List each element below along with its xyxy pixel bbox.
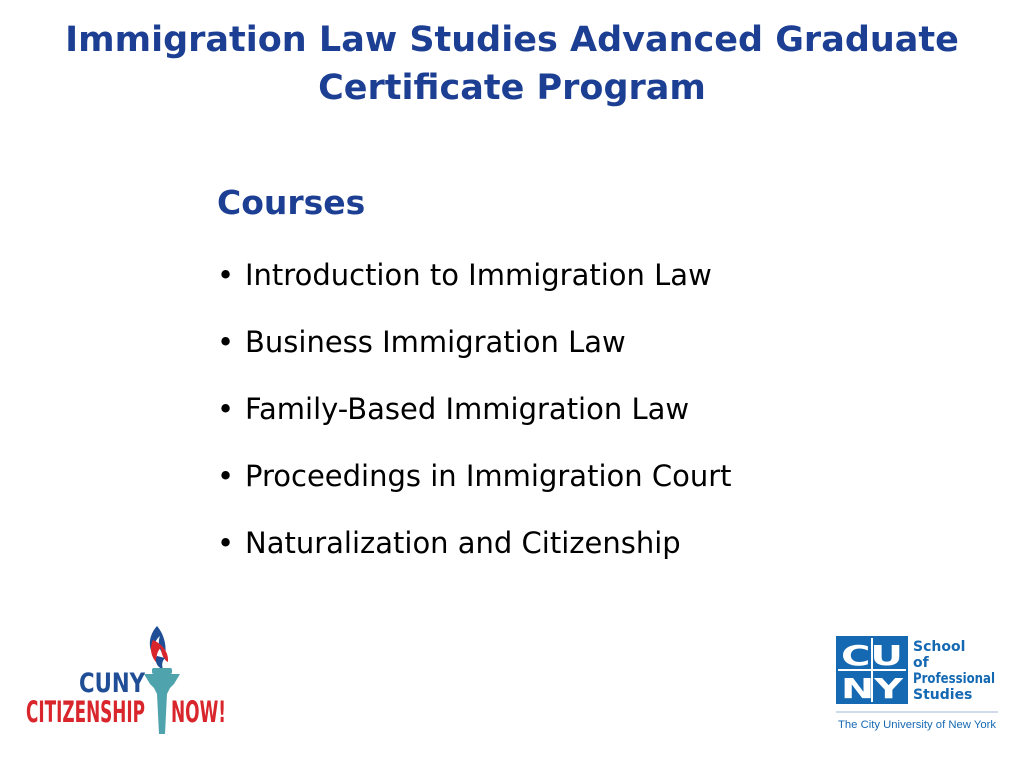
- course-item: [217, 322, 732, 389]
- cuny-citizenship-now-logo: [24, 622, 229, 740]
- course-label: Proceedings in Immigration Court: [245, 459, 732, 493]
- sps-line-school: School: [913, 639, 966, 655]
- cuny-sps-logo: [836, 636, 1001, 734]
- sps-line-studies: Studies: [913, 687, 973, 703]
- course-label: Naturalization and Citizenship: [245, 526, 681, 560]
- course-label: Introduction to Immigration Law: [245, 258, 712, 292]
- course-item: [217, 523, 732, 590]
- slide-title-line2: Certificate Program: [318, 68, 706, 108]
- course-item: [217, 255, 732, 322]
- sps-line-of: of: [913, 655, 929, 671]
- bullet-icon: •: [217, 526, 235, 560]
- course-item: [217, 389, 732, 456]
- slide-title: [0, 16, 1024, 112]
- cuny-letters-bottom: NY: [841, 672, 905, 705]
- logo-word-citizenship: CITIZENSHIP: [26, 695, 145, 729]
- course-label: Family-Based Immigration Law: [245, 392, 690, 426]
- sps-tagline: The City University of New York: [838, 719, 997, 731]
- bullet-icon: •: [217, 325, 235, 359]
- cuny-letters-top: CU: [841, 639, 903, 672]
- bullet-icon: •: [217, 258, 235, 292]
- slide-title-line1: Immigration Law Studies Advanced Graduate: [65, 20, 959, 60]
- logo-word-cuny: CUNY: [79, 668, 146, 699]
- logo-word-now: NOW!: [171, 695, 226, 729]
- sps-line-professional: Professional: [913, 671, 995, 687]
- bullet-icon: •: [217, 459, 235, 493]
- bullet-icon: •: [217, 392, 235, 426]
- course-list: [217, 255, 732, 590]
- courses-heading: Courses: [217, 183, 366, 222]
- course-label: Business Immigration Law: [245, 325, 626, 359]
- course-item: [217, 456, 732, 523]
